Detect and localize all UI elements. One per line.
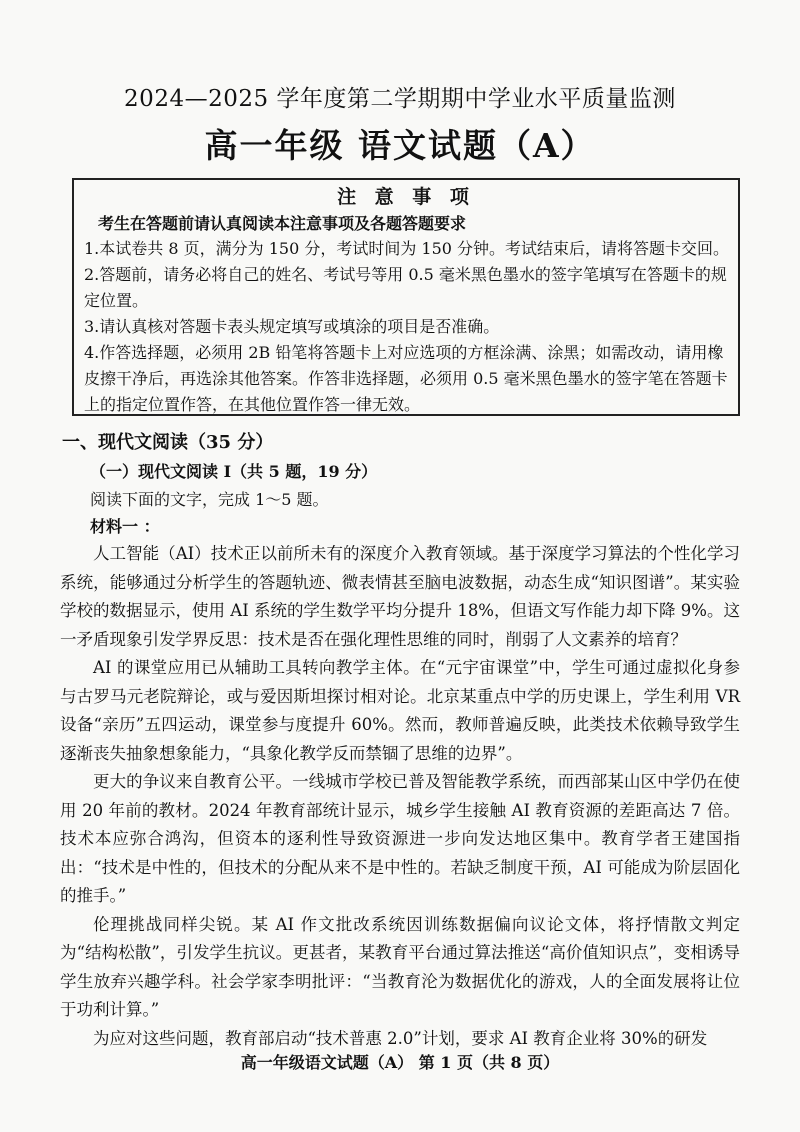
- notice-intro: 考生在答题前请认真阅读本注意事项及各题答题要求: [98, 214, 467, 233]
- exam-name: 2024—2025 学年度第二学期期中学业水平质量监测: [124, 86, 676, 112]
- passage-paragraph: 更大的争议来自教育公平。一线城市学校已普及智能教学系统，而西部某山区中学仍在使用 20 年前的教材。2024 年教育部统计显示，城乡学生接触 AI 教育资源的差距高达 7 倍。技术本应弥合鸿沟，但资本的逐利性导致资源进一步向发达地区集中。教育学者王建国指出：“技术是中性的，但技术的分配从来不是中性的。若缺乏制度干预，AI 可能成为阶层固化的推手。”: [60, 772, 740, 905]
- material-label: 材料一 ：: [90, 517, 160, 536]
- page-footer: 高一年级语文试题（A） 第 1 页（共 8 页）: [240, 1053, 560, 1072]
- passage-paragraph: 为应对这些问题，教育部启动“技术普惠 2.0”计划，要求 AI 教育企业将 30%的研发: [93, 1028, 708, 1048]
- notice-box: [72, 178, 740, 416]
- reading-instruction: 阅读下面的文字，完成 1～5 题。: [90, 490, 329, 509]
- passage-paragraph: 人工智能（AI）技术正以前所未有的深度介入教育领域。基于深度学习算法的个性化学习系统，能够通过分析学生的答题轨迹、微表情甚至脑电波数据，动态生成“知识图谱”。某实验学校的数据显示，使用 AI 系统的学生数学平均分提升 18%，但语文写作能力却下降 9%。这一矛盾现象引发学界反思：技术是否在强化理性思维的同时，削弱了人文素养的培育？: [60, 544, 740, 649]
- subsection-title: （一）现代文阅读 I（共 5 题，19 分）: [90, 462, 378, 481]
- notice-item: 1.本试卷共 8 页，满分为 150 分，考试时间为 150 分钟。考试结束后，请将答题卡交回。: [84, 239, 730, 258]
- section-title: 一、现代文阅读（35 分）: [62, 432, 274, 453]
- passage-paragraph: 伦理挑战同样尖锐。某 AI 作文批改系统因训练数据偏向议论文体，将抒情散文判定为“结构松散”，引发学生抗议。更甚者，某教育平台通过算法推送“高价值知识点”，变相诱导学生放弃兴趣学科。社会学家李明批评：“当教育沦为数据优化的游戏，人的全面发展将让位于功利计算。”: [60, 914, 740, 1019]
- passage-paragraph: AI 的课堂应用已从辅助工具转向教学主体。在“元宇宙课堂”中，学生可通过虚拟化身参与古罗马元老院辩论，或与爱因斯坦探讨相对论。北京某重点中学的历史课上，学生利用 VR 设备“亲历”五四运动，课堂参与度提升 60%。然而，教师普遍反映，此类技术依赖导致学生逐渐丧失抽象想象能力，“具象化教学反而禁锢了思维的边界”。: [60, 658, 740, 763]
- notice-item: 3.请认真核对答题卡表头规定填写或填涂的项目是否准确。: [84, 317, 500, 336]
- page-title: 高一年级 语文试题（A）: [204, 126, 596, 165]
- notice-item: 4.作答选择题，必须用 2B 铅笔将答题卡上对应选项的方框涂满、涂黑；如需改动，请用橡皮擦干净后，再选涂其他答案。作答非选择题，必须用 0.5 毫米黑色墨水的签字笔在答题卡上的指定位置作答，在其他位置作答一律无效。: [84, 343, 728, 414]
- notice-list: [84, 236, 734, 418]
- reading-passage: [60, 540, 740, 1053]
- notice-item: 2.答题前，请务必将自己的姓名、考试号等用 0.5 毫米黑色墨水的签字笔填写在答题卡的规定位置。: [84, 265, 727, 310]
- notice-heading: 注 意 事 项: [337, 186, 475, 208]
